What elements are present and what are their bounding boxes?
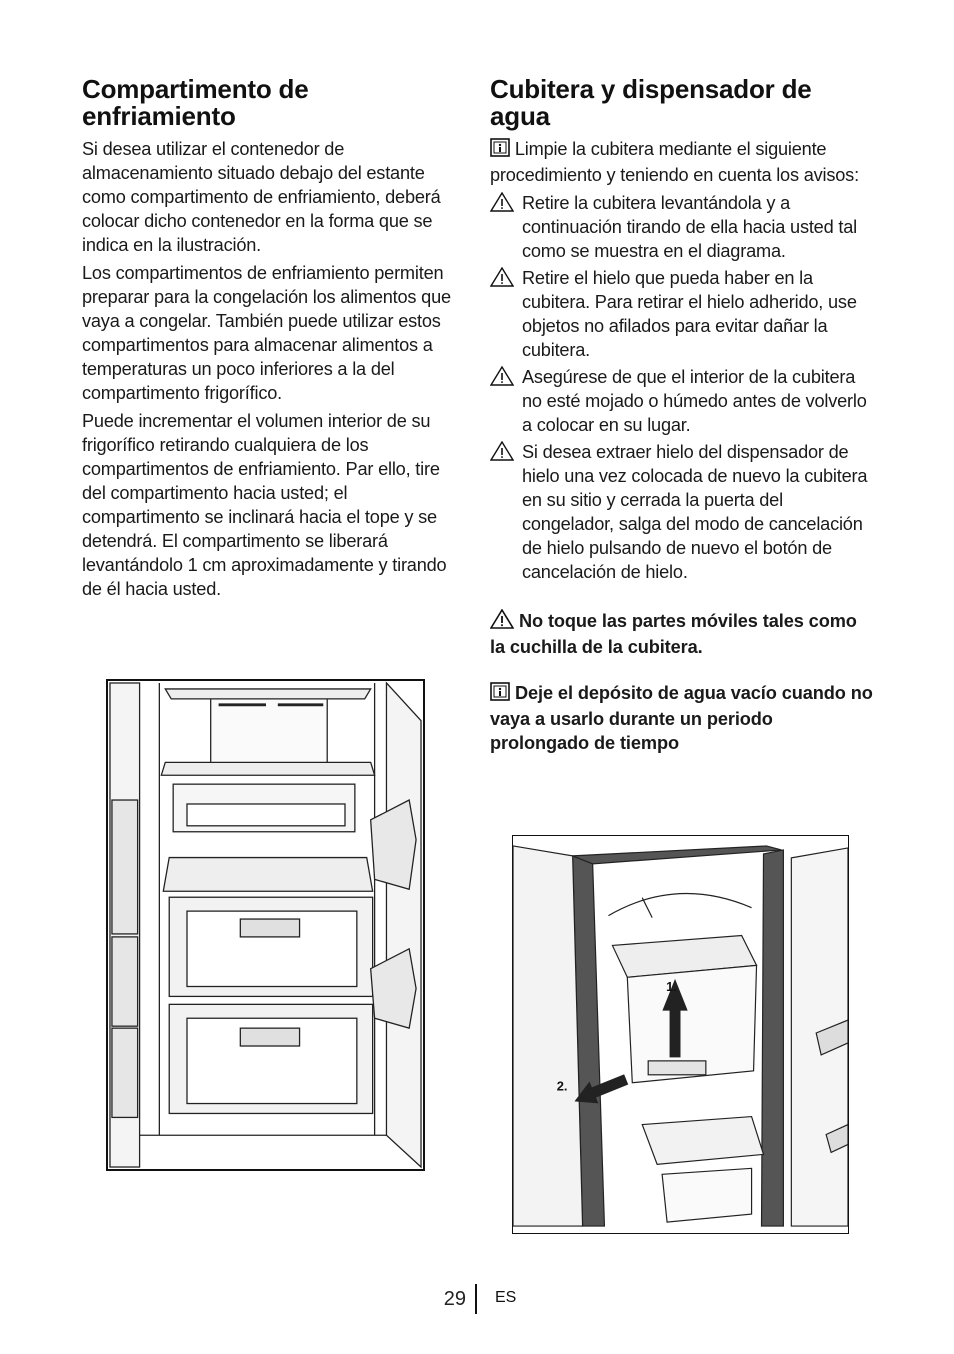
- info-icon: [490, 682, 510, 707]
- bold-info-text: Deje el depósito de agua vacío cuando no vaya a usarlo durante un periodo prolongado de tiempo: [490, 683, 873, 753]
- warning-item: [490, 191, 875, 263]
- warning-item: [490, 365, 875, 437]
- warning-item: [490, 440, 875, 584]
- paragraph: Los compartimentos de enfriamiento permiten preparar para la congelación los alimentos que vaya a congelar. También puede utilizar estos compartimentos para almacenar alimentos a temperaturas un poco inferiores a la del compartimento frigorífico.: [82, 263, 451, 403]
- title-line: enfriamiento: [82, 101, 236, 131]
- left-column: [82, 76, 462, 605]
- title-line: Cubitera y dispensador de: [490, 74, 812, 104]
- warning-icon: [490, 366, 514, 392]
- paragraph: Si desea utilizar el contenedor de almacenamiento situado debajo del estante como compartimento de enfriamiento, deberá colocar dicho contenedor en la forma que se indica en la ilustración.: [82, 139, 441, 255]
- title-line: agua: [490, 101, 550, 131]
- warning-text: Retire el hielo que pueda haber en la cubitera. Para retirar el hielo adherido, use objetos no afilados para evitar dañar la cubitera.: [522, 268, 857, 360]
- bold-info-note: [490, 681, 875, 755]
- fridge-interior-illustration: [106, 679, 425, 1171]
- section-title-ice-maker: [490, 76, 875, 130]
- footer-divider: [475, 1284, 477, 1314]
- section-title-cooling: [82, 76, 462, 130]
- step-1-label: 1.: [666, 979, 677, 995]
- intro-text: Limpie la cubitera mediante el siguiente procedimiento y teniendo en cuenta los avisos:: [490, 139, 859, 185]
- bold-warning-text: No toque las partes móviles tales como la cuchilla de la cubitera.: [490, 611, 857, 657]
- page-number: 29: [443, 1288, 466, 1310]
- warning-text: Si desea extraer hielo del dispensador de hielo una vez colocada de nuevo la cubitera en su sitio y cerrada la puerta del congelador, salga del modo de cancelación de hielo pulsando de nuevo el botón de cancelación de hielo.: [522, 442, 868, 582]
- warning-icon: [490, 192, 514, 218]
- step-2-label: 2.: [556, 1078, 568, 1094]
- warning-icon: [490, 441, 514, 467]
- warning-text: Retire la cubitera levantándola y a continuación tirando de ella hacia usted tal como se muestra en el diagrama.: [522, 193, 857, 261]
- title-line: Compartimento de: [82, 74, 309, 104]
- warning-text: Asegúrese de que el interior de la cubitera no esté mojado o húmedo antes de volverlo a colocar en su lugar.: [522, 367, 867, 435]
- intro-paragraph: [490, 137, 875, 187]
- page-footer: [0, 1282, 954, 1322]
- bold-warning-note: [490, 609, 875, 659]
- ice-maker-illustration: [512, 835, 849, 1234]
- right-column: [490, 76, 875, 755]
- paragraph: Puede incrementar el volumen interior de su frigorífico retirando cualquiera de los compartimentos de enfriamiento. Par ello, tire del compartimento hacia usted; el compartimento se inclinará hacia el tope y se detendrá. El compartimento se liberará levantándolo 1 cm aproximadamente y tirando de él hacia usted.: [82, 411, 447, 599]
- info-icon: [490, 138, 510, 163]
- warning-item: [490, 266, 875, 362]
- warning-icon: [490, 267, 514, 293]
- warning-icon: [490, 609, 514, 635]
- language-code: ES: [495, 1289, 517, 1306]
